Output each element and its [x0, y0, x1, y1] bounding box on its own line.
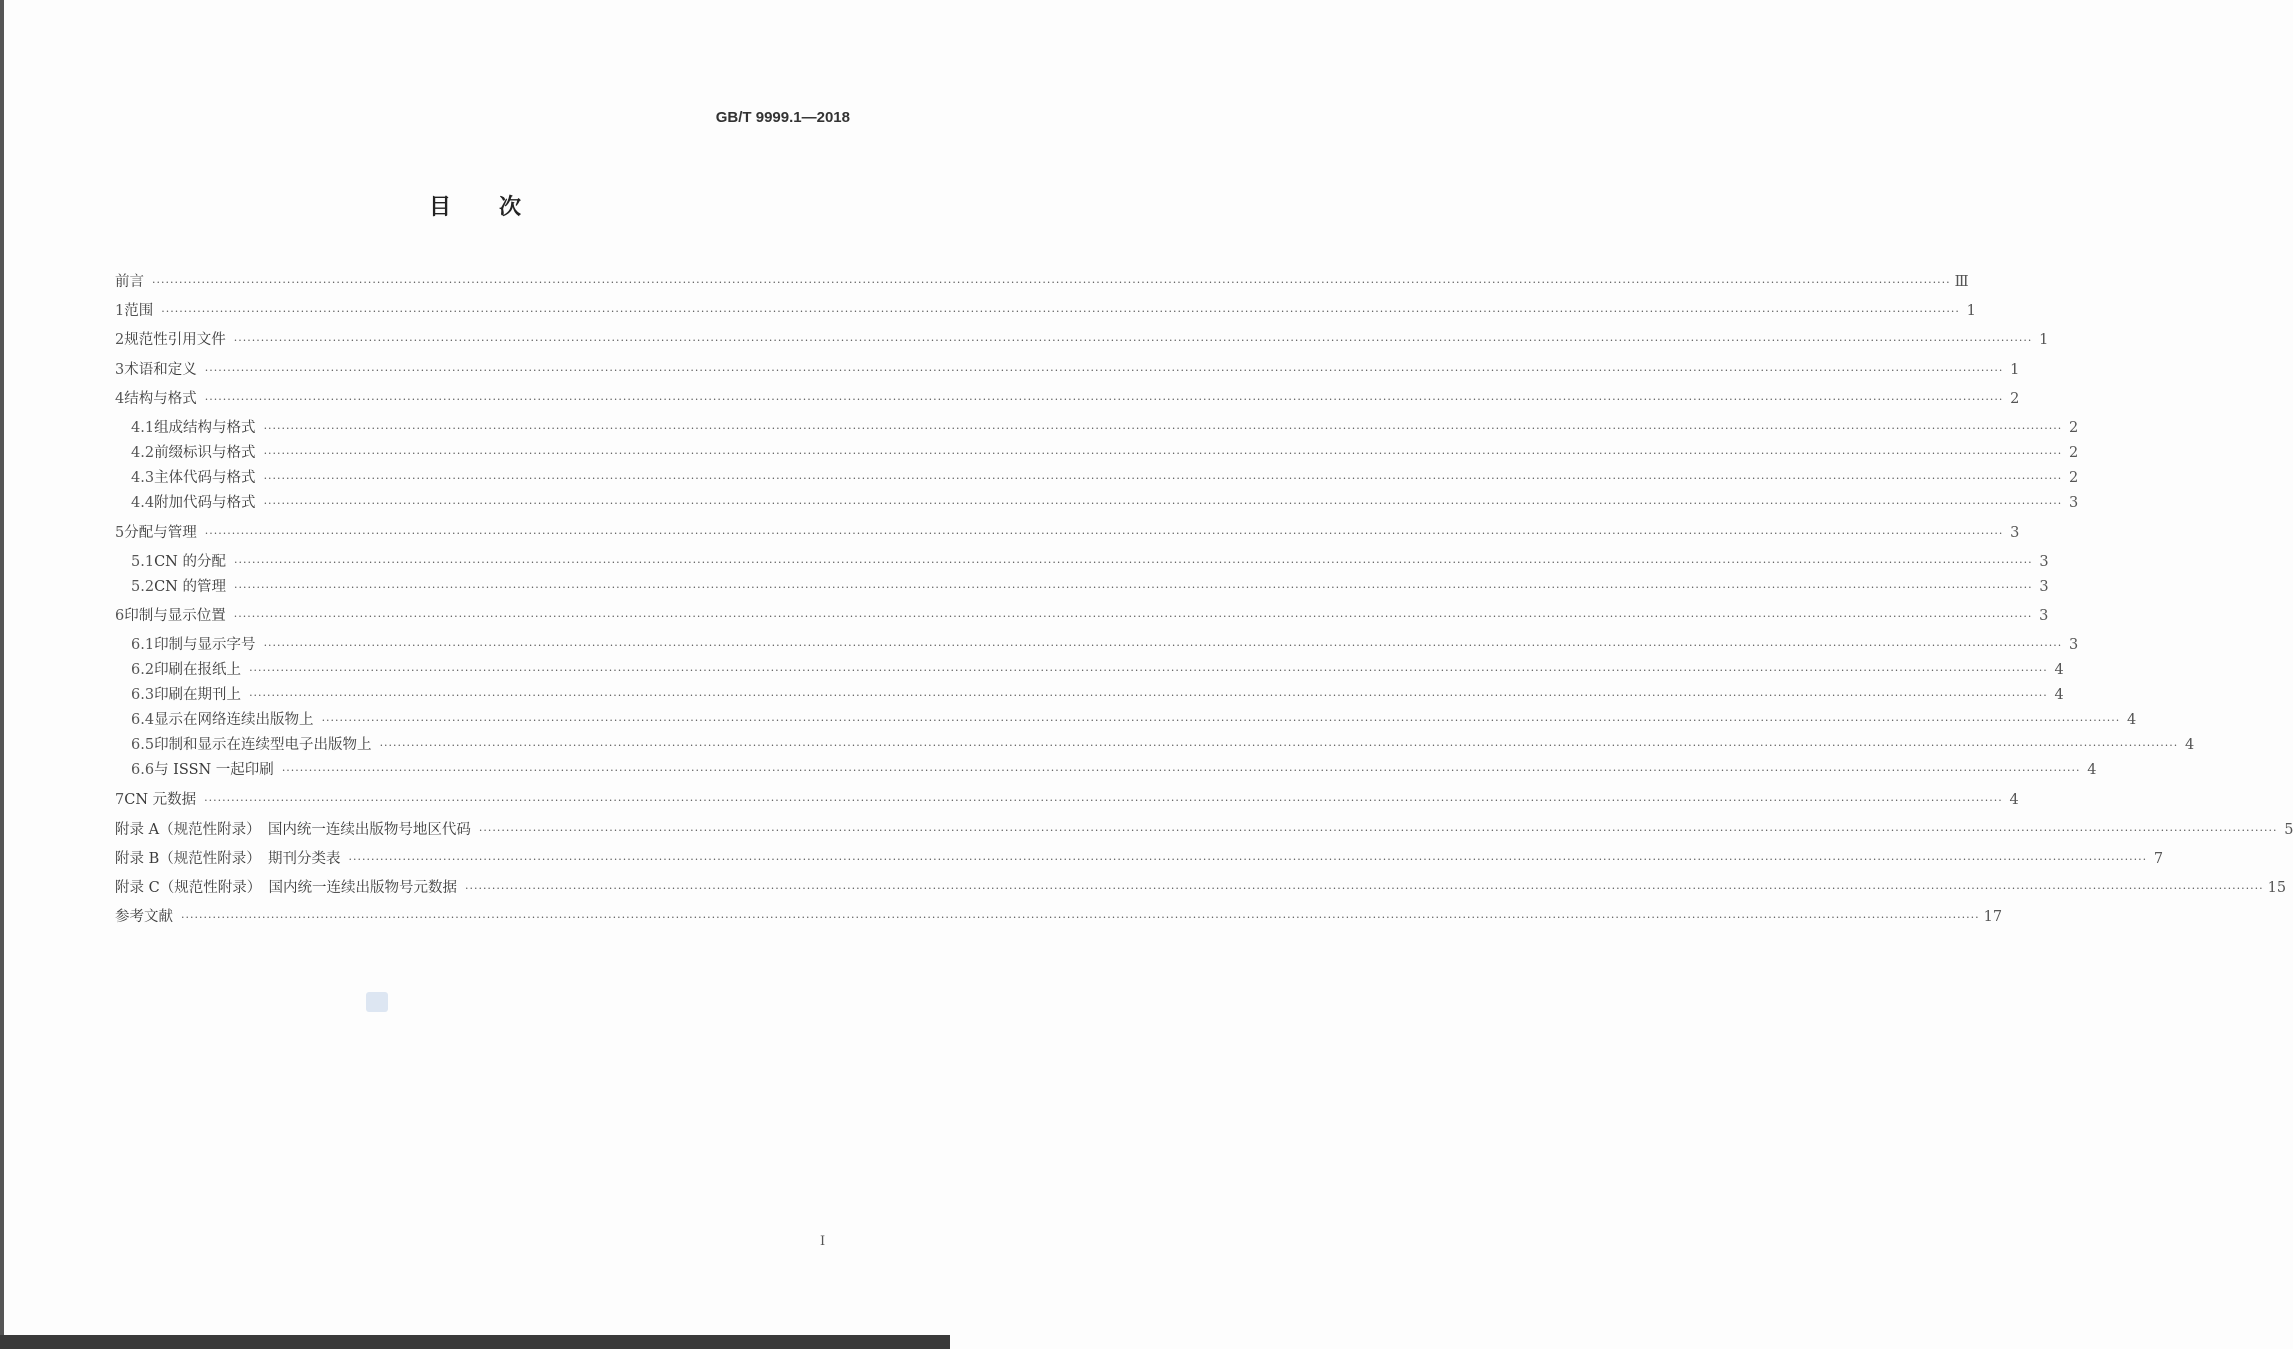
- toc-entry[interactable]: [115, 905, 2003, 925]
- toc-entry-label: 附录 B（规范性附录） 期刊分类表: [115, 851, 341, 867]
- toc-entry-label: CN 的管理: [154, 579, 226, 595]
- dot-leader: ················································································································································································································································································································································································································: [204, 527, 2004, 540]
- toc-entry-number: 5: [115, 525, 125, 541]
- toc-entry-label: 规范性引用文件: [124, 332, 226, 348]
- dot-leader: ················································································································································································································································································································································································································: [152, 276, 1951, 289]
- toc-entry-page: 3: [2039, 554, 2049, 570]
- toc-entry-number: 4.2: [131, 445, 155, 461]
- toc-entry-page: 4: [2054, 687, 2064, 703]
- toc-entry-page: 4: [2126, 712, 2137, 728]
- scan-bottom-edge: [0, 1335, 950, 1349]
- toc-entry-page: 1: [2010, 362, 2020, 378]
- toc-entry-label: 附录 C（规范性附录） 国内统一连续出版物号元数据: [115, 880, 457, 896]
- toc-entry-label: 印制与显示字号: [154, 637, 256, 653]
- dot-leader: ················································································································································································································································································································································································································: [161, 305, 1960, 318]
- toc-entry[interactable]: [115, 876, 2287, 896]
- toc-entry-label: 术语和定义: [124, 362, 197, 378]
- toc-entry-page: 17: [1983, 909, 2003, 925]
- toc-entry[interactable]: [131, 575, 2049, 595]
- toc-entry-label: 参考文献: [115, 909, 173, 925]
- toc-entry-label: 主体代码与格式: [154, 470, 256, 486]
- toc-entry-page: 3: [2010, 525, 2020, 541]
- toc-entry-number: 4.4: [131, 495, 155, 511]
- toc-entry-page: 2: [2010, 391, 2020, 407]
- toc-entry-page: 2: [2068, 470, 2079, 486]
- toc-entry-number: 6.6: [131, 762, 155, 778]
- toc-entry-label: 与 ISSN 一起印刷: [154, 762, 274, 778]
- dot-leader: ················································································································································································································································································································································································································: [204, 393, 2004, 406]
- toc-entry-page: 4: [2184, 737, 2195, 753]
- toc-entry-page: 4: [2009, 792, 2019, 808]
- toc-entry-page: 4: [2087, 762, 2097, 778]
- toc-entry[interactable]: [131, 683, 2064, 703]
- standard-number: GB/T 9999.1—2018: [715, 109, 850, 126]
- footer-page-number: I: [820, 1234, 826, 1249]
- toc-entry-page: 4: [2054, 662, 2064, 678]
- dot-leader: ················································································································································································································································································································································································································: [249, 664, 2048, 677]
- dot-leader: ················································································································································································································································································································································································································: [233, 556, 2033, 569]
- toc-entry[interactable]: [131, 633, 2079, 653]
- toc-entry-number: 5.2: [131, 579, 155, 595]
- toc-entry-page: 2: [2068, 420, 2079, 436]
- toc-entry-number: 6.4: [131, 712, 155, 728]
- dot-leader: ················································································································································································································································································································································································································: [263, 422, 2063, 435]
- dot-leader: ················································································································································································································································································································································································································: [204, 364, 2004, 377]
- toc-entry-page: 1: [1966, 303, 1976, 319]
- dot-leader: ················································································································································································································································································································································································································: [321, 714, 2121, 727]
- dot-leader: ················································································································································································································································································································································································································: [249, 689, 2048, 702]
- toc-entry-label: 前缀标识与格式: [154, 445, 256, 461]
- toc-entry[interactable]: [115, 788, 2019, 808]
- toc-entry-number: 4: [115, 391, 125, 407]
- toc-entry-number: 6: [115, 608, 125, 624]
- dot-leader: ················································································································································································································································································································································································································: [263, 447, 2063, 460]
- toc-entry-label: 范围: [124, 303, 154, 319]
- watermark-stamp: [366, 992, 388, 1012]
- toc-entry-label: 附录 A（规范性附录） 国内统一连续出版物号地区代码: [115, 822, 471, 838]
- toc-entry-number: 7: [115, 792, 125, 808]
- toc-entry-number: 6.5: [131, 737, 155, 753]
- dot-leader: ················································································································································································································································································································································································································: [181, 911, 1980, 924]
- toc-entry-label: 前言: [115, 274, 144, 290]
- toc-entry-label: 印制和显示在连续型电子出版物上: [154, 737, 372, 753]
- toc-entry-number: 6.2: [131, 662, 155, 678]
- toc-entry-number: 6.1: [131, 637, 155, 653]
- toc-entry-page: 2: [2068, 445, 2079, 461]
- toc-entry[interactable]: [131, 733, 2195, 753]
- toc-entry[interactable]: [115, 604, 2049, 624]
- page-title: 目次: [428, 194, 569, 220]
- toc-entry-label: 印制与显示位置: [124, 608, 226, 624]
- toc-entry-page: 7: [2153, 851, 2164, 867]
- toc-entry-label: CN 元数据: [124, 792, 197, 808]
- toc-entry-page: 3: [2039, 608, 2049, 624]
- toc-entry[interactable]: [131, 658, 2064, 678]
- dot-leader: ················································································································································································································································································································································································································: [204, 794, 2003, 807]
- toc-entry[interactable]: [131, 466, 2079, 486]
- toc-entry-label: 印刷在期刊上: [154, 687, 242, 703]
- toc-entry-page: 1: [2039, 332, 2049, 348]
- toc-entry[interactable]: [131, 491, 2079, 511]
- dot-leader: ················································································································································································································································································································································································································: [281, 764, 2081, 777]
- dot-leader: ················································································································································································································································································································································································································: [478, 824, 2278, 837]
- toc-entry[interactable]: [115, 270, 1969, 290]
- toc-entry-label: CN 的分配: [154, 554, 226, 570]
- dot-leader: ················································································································································································································································································································································································································: [233, 334, 2033, 347]
- dot-leader: ················································································································································································································································································································································································································: [464, 882, 2264, 895]
- toc-entry-number: 6.3: [131, 687, 155, 703]
- toc-entry[interactable]: [115, 299, 1976, 319]
- toc-entry[interactable]: [131, 550, 2049, 570]
- dot-leader: ················································································································································································································································································································································································································: [263, 497, 2063, 510]
- toc-entry[interactable]: [115, 847, 2164, 867]
- toc-entry-label: 附加代码与格式: [154, 495, 256, 511]
- toc-entry-number: 3: [115, 362, 125, 378]
- dot-leader: ················································································································································································································································································································································································································: [263, 639, 2063, 652]
- dot-leader: ················································································································································································································································································································································································································: [263, 472, 2063, 485]
- toc-entry-label: 组成结构与格式: [154, 420, 256, 436]
- toc-entry-label: 印刷在报纸上: [154, 662, 242, 678]
- toc-entry-page: 3: [2039, 579, 2049, 595]
- dot-leader: ················································································································································································································································································································································································································: [348, 853, 2148, 866]
- toc-entry-page: 15: [2267, 880, 2287, 896]
- toc-entry-number: 1: [115, 303, 125, 319]
- toc-entry-number: 5.1: [131, 554, 155, 570]
- toc-entry-page: 3: [2068, 495, 2079, 511]
- toc-entry[interactable]: [131, 416, 2079, 436]
- toc-entry[interactable]: [115, 328, 2049, 348]
- toc-entry[interactable]: [115, 358, 2020, 378]
- toc-entry[interactable]: [115, 818, 2293, 838]
- dot-leader: ················································································································································································································································································································································································································: [379, 739, 2179, 752]
- toc-entry[interactable]: [115, 387, 2020, 407]
- toc-entry[interactable]: [131, 708, 2137, 728]
- toc-entry-page: Ⅲ: [1954, 274, 1969, 290]
- toc-entry[interactable]: [115, 521, 2020, 541]
- dot-leader: ················································································································································································································································································································································································································: [233, 581, 2033, 594]
- toc-entry[interactable]: [131, 441, 2079, 461]
- toc-entry-number: 4.3: [131, 470, 155, 486]
- toc-entry-label: 显示在网络连续出版物上: [154, 712, 314, 728]
- toc-entry-page: 5: [2284, 822, 2293, 838]
- toc-entry-number: 2: [115, 332, 125, 348]
- toc-entry-number: 4.1: [131, 420, 155, 436]
- toc-entry[interactable]: [131, 758, 2097, 778]
- dot-leader: ················································································································································································································································································································································································································: [233, 610, 2033, 623]
- toc-entry-label: 结构与格式: [124, 391, 197, 407]
- toc-entry-page: 3: [2068, 637, 2079, 653]
- toc-entry-label: 分配与管理: [124, 525, 197, 541]
